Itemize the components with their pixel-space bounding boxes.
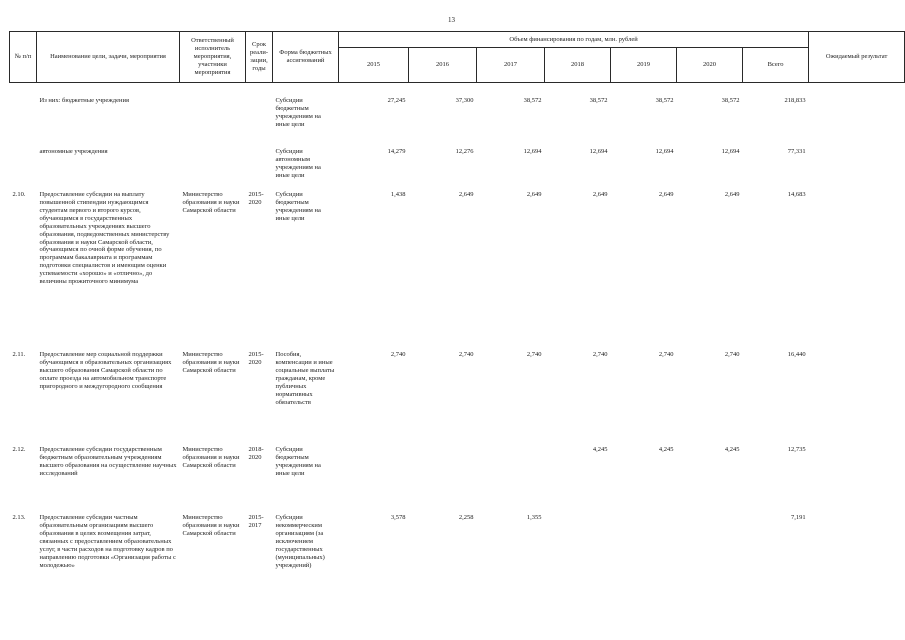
table-row (10, 190, 905, 351)
value-2016: 37,300 (455, 97, 474, 104)
value-2018: 4,245 (592, 446, 608, 453)
value-2018: 12,694 (589, 148, 608, 155)
value-2020 (677, 514, 743, 599)
header-year-2020: 2020 (677, 48, 743, 83)
row-num: 2.10. (12, 191, 26, 198)
value-2020: 2,740 (724, 351, 740, 358)
value-2015: 2,740 (390, 351, 406, 358)
row-result (809, 446, 905, 514)
table-row (10, 351, 905, 446)
row-name: Предоставление субсидии государственным бюджетным образовательным учреждениям высшего образования на осуществление научных исследований (39, 446, 177, 477)
row-form: Субсидии бюджетным учреждениям на иные цели (275, 97, 321, 128)
row-name: Предоставление субсидии частным образовательным организациям высшего образования в целях возмещения затрат, связанных с предоставлением образовательных услуг, в части расходов на подготовку кадров по направлению подготовки «Организация работы с молодежью» (39, 514, 176, 569)
value-2017 (477, 446, 545, 514)
value-total: 14,683 (787, 191, 806, 198)
row-form: Пособия, компенсации и иные социальные выплаты гражданам, кроме публичных нормативных обязательств (275, 351, 335, 406)
row-term: 2018-2020 (248, 446, 264, 461)
value-2019: 38,572 (655, 97, 674, 104)
value-2015: 1,438 (390, 191, 406, 198)
header-term: Срок реали-зации, годы (246, 32, 273, 83)
header-year-2015: 2015 (339, 48, 409, 83)
header-num: № п/п (10, 32, 37, 83)
value-total: 12,735 (787, 446, 806, 453)
value-2017: 2,649 (526, 191, 542, 198)
page-number: 13 (448, 16, 455, 24)
row-form: Субсидии бюджетным учреждениям на иные цели (275, 191, 321, 222)
value-2019: 12,694 (655, 148, 674, 155)
row-num (10, 147, 37, 190)
value-total: 7,191 (790, 514, 806, 521)
value-2019 (611, 514, 677, 599)
row-executor: Министерство образования и науки Самарской области (182, 191, 240, 214)
header-year-2016: 2016 (409, 48, 477, 83)
row-num: 2.11. (12, 351, 26, 358)
value-2016: 2,258 (458, 514, 474, 521)
value-total: 16,440 (787, 351, 806, 358)
row-result (809, 190, 905, 351)
value-2019: 4,245 (658, 446, 674, 453)
header-result: Ожидаемый результат (809, 32, 905, 83)
row-form: Субсидии бюджетным учреждениям на иные цели (275, 446, 321, 477)
row-name: Предоставление мер социальной поддержки обучающимся в образовательных организациях высшего образования Самарской области по оплате проезда на автомобильном транспорте пригородного и междугородного сообщения (39, 351, 172, 390)
row-result (809, 147, 905, 190)
row-result (809, 83, 905, 148)
header-form: Форма бюджетных ассигнований (273, 32, 339, 83)
row-result (809, 514, 905, 599)
value-2020: 12,694 (721, 148, 740, 155)
value-2020: 2,649 (724, 191, 740, 198)
row-term: 2015-2017 (248, 514, 264, 529)
value-2015: 3,578 (390, 514, 406, 521)
header-year-2018: 2018 (545, 48, 611, 83)
value-2017: 2,740 (526, 351, 542, 358)
value-2016: 2,740 (458, 351, 474, 358)
row-num (10, 83, 37, 148)
value-2015: 27,245 (387, 97, 406, 104)
value-total: 77,331 (787, 148, 806, 155)
header-funding: Объем финансирования по годам, млн. рублей (339, 32, 809, 48)
table-header (10, 32, 905, 83)
value-2016: 12,276 (455, 148, 474, 155)
row-term: 2015-2020 (248, 351, 264, 366)
value-2018: 2,740 (592, 351, 608, 358)
row-num: 2.12. (12, 446, 26, 453)
table-row (10, 147, 905, 190)
row-form: Субсидии автономным учреждениям на иные цели (275, 148, 321, 179)
header-year-2017: 2017 (477, 48, 545, 83)
value-2017: 12,694 (523, 148, 542, 155)
row-term (246, 83, 273, 148)
value-2018 (545, 514, 611, 599)
row-num: 2.13. (12, 514, 26, 521)
row-term (246, 147, 273, 190)
budget-table (9, 31, 905, 599)
table-row (10, 446, 905, 514)
value-2015: 14,279 (387, 148, 406, 155)
value-2016 (409, 446, 477, 514)
value-2019: 2,649 (658, 191, 674, 198)
row-executor: Министерство образования и науки Самарской области (182, 514, 240, 537)
table-row (10, 514, 905, 599)
header-name: Наименование цели, задачи, мероприятия (37, 32, 180, 83)
header-year-2019: 2019 (611, 48, 677, 83)
value-2017: 38,572 (523, 97, 542, 104)
row-name: Предоставление субсидии на выплату повышенной стипендии нуждающимся студентам первого и второго курсов, обучающимся в государственных образовательных учреждениях высшего образования, подведомственных министерству образования и науки Самарской области, обучающимся по очной форме обучения, по программам бакалавриата и программам подготовки специалистов и имеющим оценки успеваемости «хорошо» и «отлично», до величины прожиточного минимума (39, 191, 170, 286)
value-2020: 4,245 (724, 446, 740, 453)
row-result (809, 351, 905, 446)
value-2016: 2,649 (458, 191, 474, 198)
value-2015 (339, 446, 409, 514)
header-total: Всего (743, 48, 809, 83)
value-2019: 2,740 (658, 351, 674, 358)
table-row (10, 83, 905, 148)
value-2018: 2,649 (592, 191, 608, 198)
row-name: автономные учреждения (39, 148, 108, 155)
value-total: 218,833 (784, 97, 806, 104)
row-name: Из них: бюджетные учреждения (39, 97, 129, 104)
value-2017: 1,355 (526, 514, 542, 521)
value-2020: 38,572 (721, 97, 740, 104)
row-executor (180, 147, 246, 190)
value-2018: 38,572 (589, 97, 608, 104)
row-term: 2015-2020 (248, 191, 264, 206)
row-executor: Министерство образования и науки Самарской области (182, 351, 240, 374)
header-executor: Ответственный исполнитель мероприятия, участники мероприятия (180, 32, 246, 83)
row-form: Субсидии некоммерческим организациям (за исключением государственных (муниципальных) учреждений) (275, 514, 325, 569)
row-executor (180, 83, 246, 148)
row-executor: Министерство образования и науки Самарской области (182, 446, 240, 469)
